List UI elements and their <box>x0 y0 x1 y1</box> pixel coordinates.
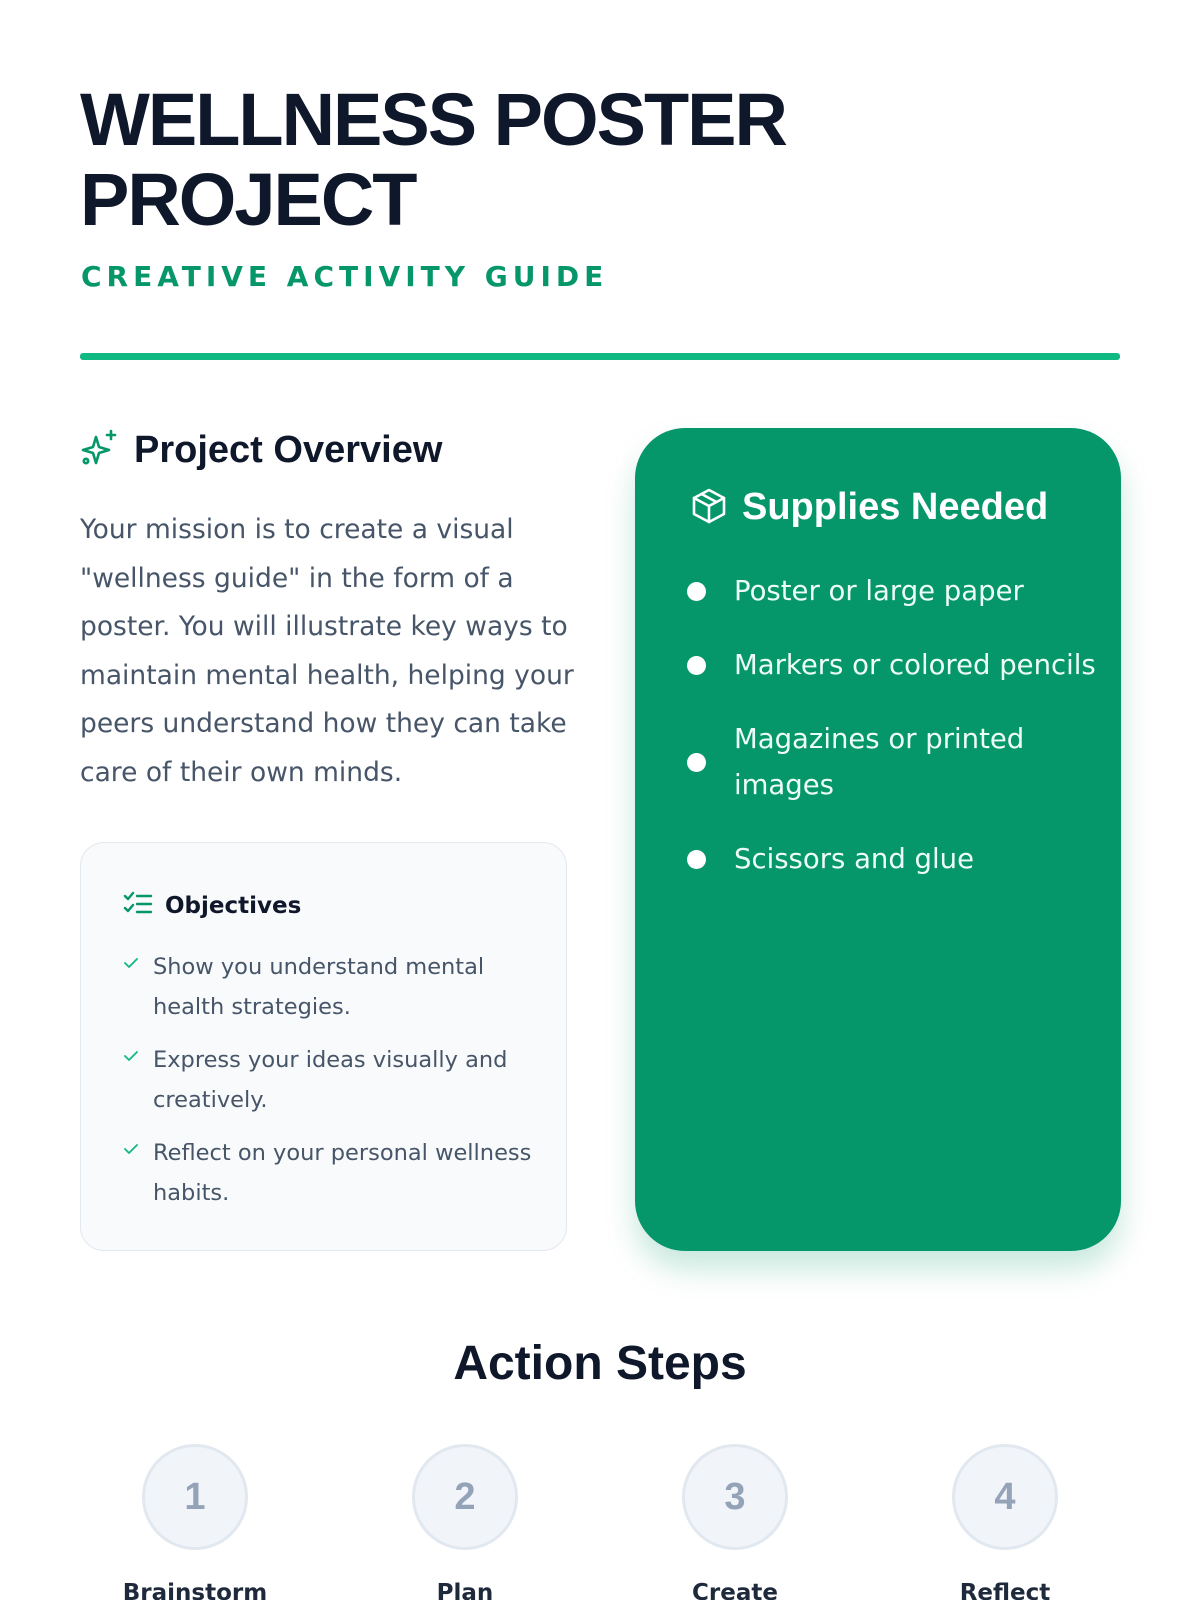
action-steps <box>0 1444 1200 1600</box>
objective-text: Express your ideas visually and creatively. <box>153 1047 508 1113</box>
step-label: Plan <box>436 1580 494 1600</box>
check-icon <box>123 955 139 971</box>
objectives-list <box>123 947 543 1226</box>
bullet-icon <box>687 656 706 675</box>
supply-item <box>687 568 1097 614</box>
objective-text: Show you understand mental health strategies. <box>153 954 485 1020</box>
objective-text: Reflect on your personal wellness habits. <box>153 1140 532 1206</box>
step-label: Brainstorm <box>122 1580 268 1600</box>
supplies-list <box>687 568 1097 910</box>
supply-item <box>687 642 1097 688</box>
step-number: 4 <box>952 1444 1058 1550</box>
header-divider <box>80 353 1120 360</box>
page-subtitle: CREATIVE ACTIVITY GUIDE <box>81 260 609 293</box>
sparkles-icon <box>80 428 120 472</box>
step-number: 2 <box>412 1444 518 1550</box>
overview-heading: Project Overview <box>134 428 443 471</box>
supply-text: Markers or colored pencils <box>734 649 1096 681</box>
check-icon <box>123 1048 139 1064</box>
supplies-header <box>690 486 1048 529</box>
supply-text: Scissors and glue <box>734 843 974 875</box>
step-brainstorm <box>95 1444 295 1600</box>
supplies-heading: Supplies Needed <box>742 486 1049 528</box>
step-create <box>635 1444 835 1600</box>
step-label: Create <box>692 1580 778 1600</box>
supplies-card <box>635 428 1121 1251</box>
overview-text: Your mission is to create a visual "wellness guide" in the form of a poster. You will illustrate key ways to maintain mental health, helping your peers understand how they can take care of their own minds. <box>80 514 574 788</box>
objective-item <box>123 947 543 1027</box>
bullet-icon <box>687 850 706 869</box>
overview-header <box>80 428 442 472</box>
step-label: Reflect <box>959 1580 1051 1600</box>
step-number: 3 <box>682 1444 788 1550</box>
objectives-card <box>80 842 567 1251</box>
supply-text: Magazines or printed images <box>734 723 1025 801</box>
check-icon <box>123 1141 139 1157</box>
supply-item <box>687 716 1097 808</box>
objective-item <box>123 1133 543 1213</box>
box-icon <box>690 487 728 529</box>
checklist-icon <box>123 889 153 923</box>
objectives-header <box>123 889 301 923</box>
bullet-icon <box>687 753 706 772</box>
step-plan <box>365 1444 565 1600</box>
page-title: WELLNESS POSTER PROJECT <box>80 78 786 241</box>
bullet-icon <box>687 582 706 601</box>
step-number: 1 <box>142 1444 248 1550</box>
action-steps-heading: Action Steps <box>453 1337 747 1390</box>
objective-item <box>123 1040 543 1120</box>
step-reflect <box>905 1444 1105 1600</box>
objectives-heading: Objectives <box>165 893 302 919</box>
supply-text: Poster or large paper <box>734 575 1024 607</box>
supply-item <box>687 836 1097 882</box>
